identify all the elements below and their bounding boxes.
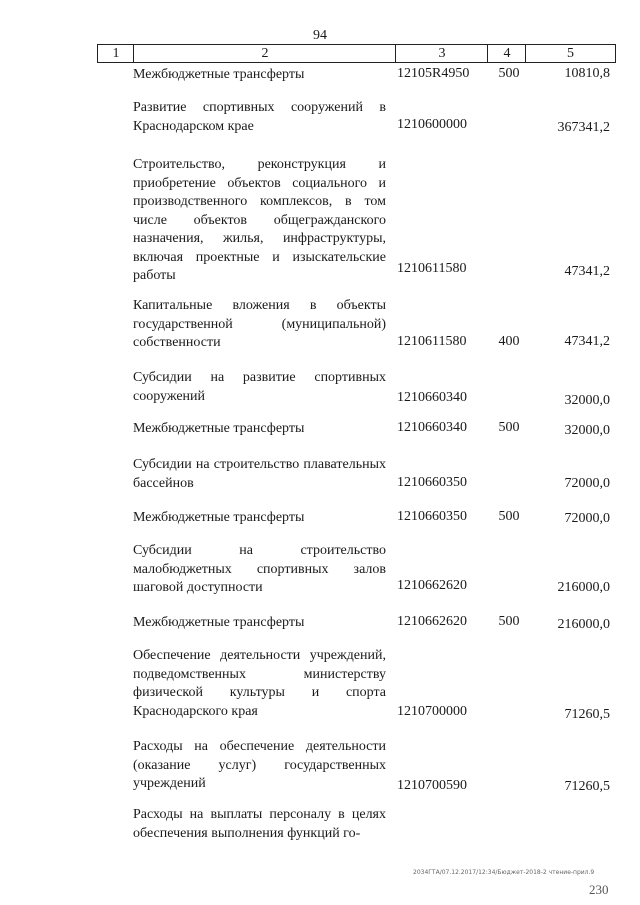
- row-code: 1210660340: [397, 390, 467, 405]
- row-group: 500: [498, 614, 520, 629]
- row-group: 500: [498, 420, 520, 435]
- column-header-4: 4: [487, 45, 526, 62]
- row-code: 1210600000: [397, 117, 467, 132]
- row-code: 1210700000: [397, 704, 467, 719]
- row-description: Субсидии на строительство малобюджетных спортивных залов шаговой доступности: [133, 543, 386, 595]
- row-sum: 72000,0: [564, 476, 610, 491]
- column-header-3: 3: [395, 45, 488, 62]
- row-code: 1210700590: [397, 778, 467, 793]
- row-code: 1210660350: [397, 475, 467, 490]
- row-sum: 71260,5: [564, 707, 610, 722]
- row-code: 1210611580: [397, 261, 467, 276]
- row-group: 500: [498, 509, 520, 524]
- row-sum: 72000,0: [564, 511, 610, 526]
- row-description: Субсидии на развитие спортивных сооружений: [133, 370, 386, 404]
- row-description: Строительство, реконструкция и приобретение объектов социального и производственного комплексов, в том числе объектов общегражданского назначения, жилья, инфраструктуры, включая проектные и изыскательские работы: [133, 157, 386, 283]
- column-header-2: 2: [133, 45, 396, 62]
- row-sum: 47341,2: [564, 334, 610, 349]
- row-code: 1210611580: [397, 334, 467, 349]
- row-description: Капитальные вложения в объекты государственной (муниципальной) собственности: [133, 298, 386, 350]
- row-sum: 47341,2: [564, 264, 610, 279]
- page-number: 94: [313, 28, 327, 43]
- row-sum: 367341,2: [557, 120, 610, 135]
- sheet-number: 230: [589, 882, 609, 897]
- row-code: 1210662620: [397, 614, 467, 629]
- row-description: Расходы на выплаты персоналу в целях обеспечения выполнения функций го-: [133, 807, 386, 841]
- row-description: Субсидии на строительство плавательных бассейнов: [133, 457, 386, 491]
- column-header-table: [97, 44, 616, 63]
- row-sum: 32000,0: [564, 393, 610, 408]
- row-code: 1210662620: [397, 578, 467, 593]
- row-description: Расходы на обеспечение деятельности (оказание услуг) государственных учреждений: [133, 739, 386, 791]
- row-group: 500: [498, 66, 520, 81]
- row-sum: 10810,8: [564, 66, 610, 81]
- row-code: 12105R4950: [397, 66, 470, 81]
- row-description: Межбюджетные трансферты: [133, 615, 305, 630]
- column-header-1: 1: [97, 45, 134, 62]
- row-description: Обеспечение деятельности учреждений, подведомственных министерству физической культуры и спорта Краснодарского края: [133, 648, 386, 719]
- row-description: Развитие спортивных сооружений в Краснодарском крае: [133, 100, 386, 134]
- row-sum: 32000,0: [564, 423, 610, 438]
- row-description: Межбюджетные трансферты: [133, 510, 305, 525]
- row-sum: 216000,0: [557, 617, 610, 632]
- row-sum: 71260,5: [564, 779, 610, 794]
- footer-stamp: 2034ГТА/07.12.2017/12:34/Бюджет-2018-2 чтение-прил.9: [413, 869, 595, 876]
- row-code: 1210660340: [397, 420, 467, 435]
- row-sum: 216000,0: [557, 580, 610, 595]
- row-group: 400: [498, 334, 520, 349]
- row-code: 1210660350: [397, 509, 467, 524]
- row-description: Межбюджетные трансферты: [133, 421, 305, 436]
- row-description: Межбюджетные трансферты: [133, 67, 305, 82]
- column-header-5: 5: [525, 45, 616, 62]
